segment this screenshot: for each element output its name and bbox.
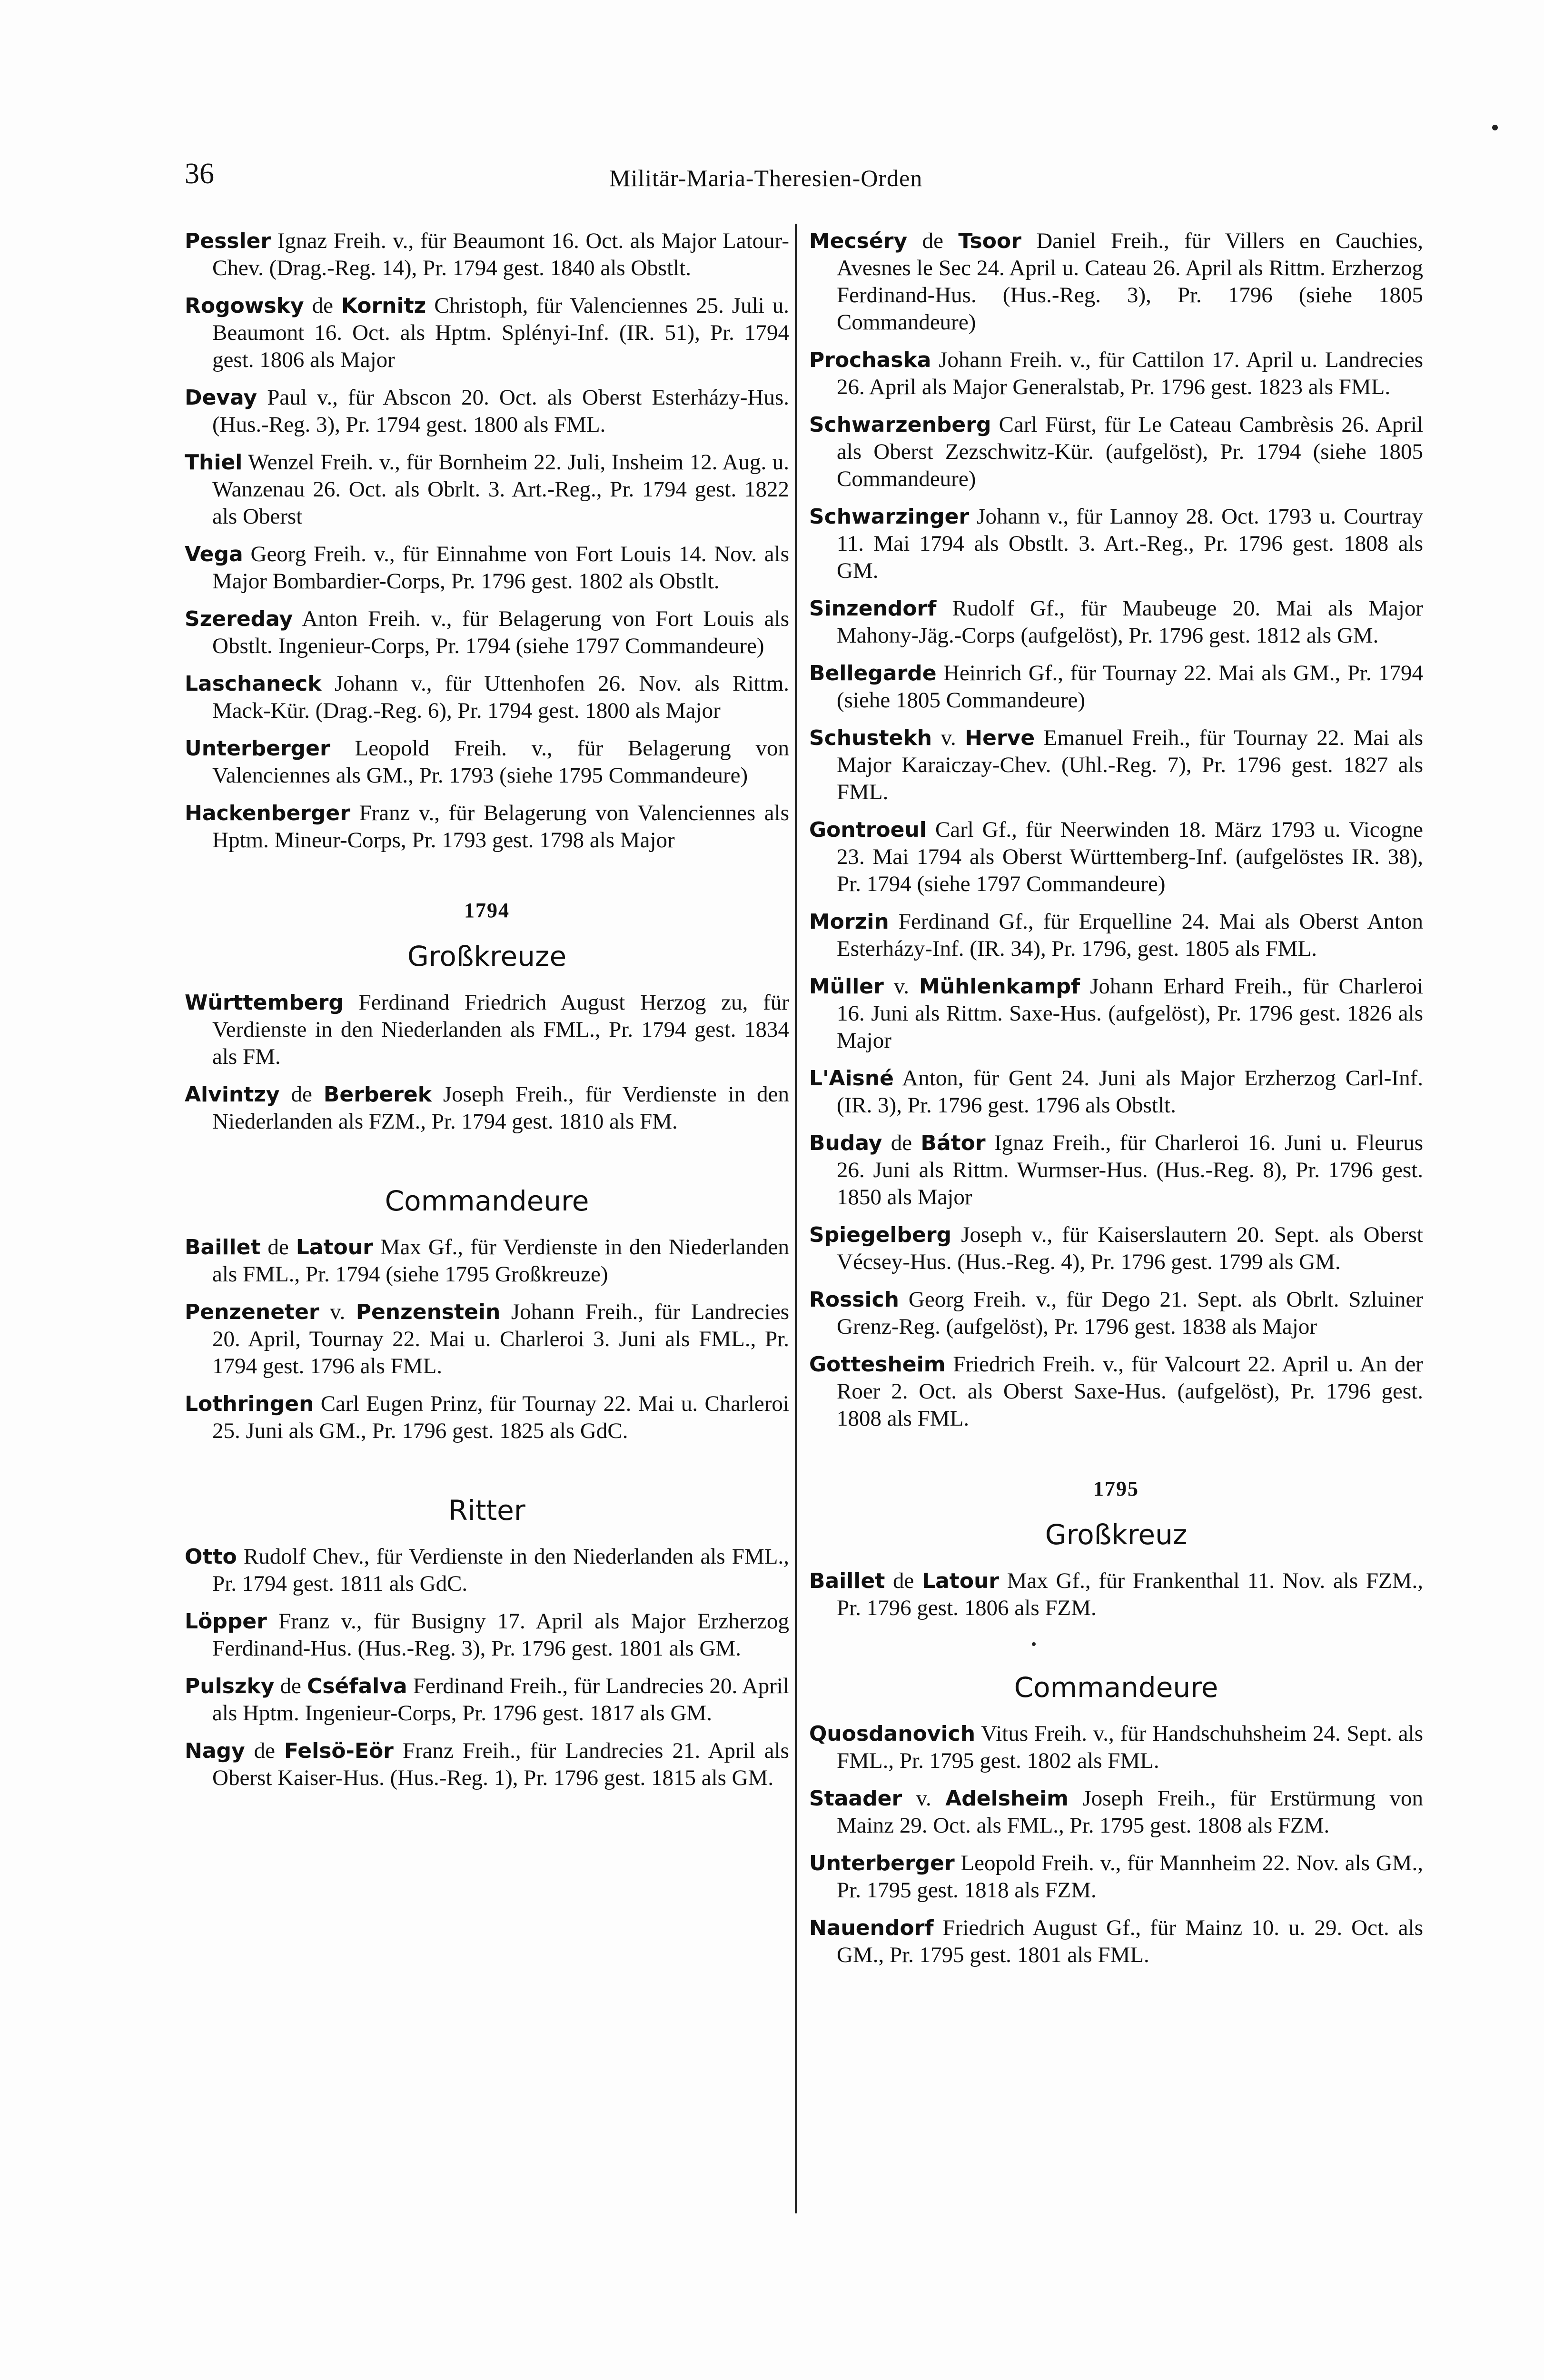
entry-surname: Nauendorf <box>809 1916 934 1940</box>
register-entry <box>185 384 789 438</box>
entry-surname: Müller <box>809 974 884 999</box>
entry-surname: Kornitz <box>341 294 426 318</box>
entry-text: Joseph Freih., für Erstürmung von Mainz 29. Oct. als FML., Pr. 1795 gest. 1808 als FZM. <box>837 1786 1424 1838</box>
entry-surname: Tsoor <box>958 229 1021 253</box>
register-entry <box>809 724 1423 806</box>
entry-text: Franz v., für Belagerung von Valenciennes als Hptm. Mineur-Corps, Pr. 1793 gest. 1798 als Major <box>212 801 789 853</box>
page-number: 36 <box>185 158 214 190</box>
register-entry <box>809 1221 1423 1276</box>
entry-surname: Sinzendorf <box>809 596 937 621</box>
register-entry <box>809 1567 1423 1622</box>
entry-surname: Bellegarde <box>809 661 937 685</box>
entry-surname: Unterberger <box>809 1851 955 1875</box>
entry-text: Wenzel Freih. v., für Bornheim 22. Juli, Insheim 12. Aug. u. Wanzenau 26. Oct. als Obrlt. 3. Art.-Reg., Pr. 1794 gest. 1822 als Oberst <box>212 450 789 529</box>
entry-surname: Berberek <box>323 1082 432 1107</box>
entry-text: Anton Freih. v., für Belagerung von Fort Louis als Obstlt. Ingenieur-Corps, Pr. 1794 (siehe 1797 Commandeure) <box>212 606 789 658</box>
entry-text: v. <box>902 1786 946 1811</box>
entry-surname: Quosdanovich <box>809 1722 976 1746</box>
entry-surname: Vega <box>185 542 243 566</box>
register-entry <box>185 1673 789 1727</box>
entry-surname: Latour <box>296 1235 373 1259</box>
entry-surname: Gontroeul <box>809 818 927 842</box>
entry-text: Paul v., für Abscon 20. Oct. als Oberst Esterházy-Hus. (Hus.-Reg. 3), Pr. 1794 gest. 1800 als FML. <box>212 385 789 437</box>
entry-text: Leopold Freih. v., für Mannheim 22. Nov. als GM., Pr. 1795 gest. 1818 als FZM. <box>837 1851 1423 1903</box>
register-entry <box>185 989 789 1071</box>
entry-text: Leopold Freih. v., für Belagerung von Valenciennes als GM., Pr. 1793 (siehe 1795 Commandeure) <box>212 736 789 788</box>
register-entry <box>185 800 789 854</box>
register-entry <box>809 816 1423 898</box>
entry-surname: Baillet <box>809 1569 885 1593</box>
entry-text: v. <box>932 725 965 750</box>
section-heading-ritter: Ritter <box>448 1494 525 1527</box>
entry-surname: Pulszky <box>185 1674 275 1698</box>
register-entry <box>185 1543 789 1597</box>
entry-surname: Morzin <box>809 910 889 934</box>
entry-text: Friedrich August Gf., für Mainz 10. u. 29. Oct. als GM., Pr. 1795 gest. 1801 als FML. <box>837 1915 1423 1967</box>
entry-text: Georg Freih. v., für Dego 21. Sept. als Obrlt. Szluiner Grenz-Reg. (aufgelöst), Pr. 1796 gest. 1838 als Major <box>837 1287 1423 1339</box>
register-entry <box>809 347 1423 401</box>
entry-list <box>185 1234 789 1445</box>
entry-surname: Adelsheim <box>945 1786 1069 1811</box>
entry-text: Johann Erhard Freih., für Charleroi 16. Juni als Rittm. Saxe-Hus. (aufgelöst), Pr. 1796 gest. 1826 als Major <box>837 974 1424 1053</box>
entry-text: v. <box>883 974 919 999</box>
register-entry <box>809 1850 1423 1904</box>
entry-text: Emanuel Freih., für Tournay 22. Mai als Major Karaiczay-Chev. (Uhl.-Reg. 7), Pr. 1796 gest. 1827 als FML. <box>837 725 1423 804</box>
entry-text: Johann v., für Uttenhofen 26. Nov. als Rittm. Mack-Kür. (Drag.-Reg. 6), Pr. 1794 gest. 1800 als Major <box>212 671 789 723</box>
entry-list <box>809 228 1423 1432</box>
register-entry <box>809 1351 1423 1432</box>
register-entry <box>809 1720 1423 1775</box>
register-entry <box>809 908 1423 962</box>
entry-surname: Devay <box>185 386 257 410</box>
entry-text: Johann Freih. v., für Cattilon 17. April u. Landrecies 26. April als Major Generalstab, Pr. 1796 gest. 1823 als FML. <box>837 347 1423 399</box>
entry-text: Friedrich Freih. v., für Valcourt 22. April u. An der Roer 2. Oct. als Oberst Saxe-Hus. (aufgelöst), Pr. 1796 gest. 1808 als FML. <box>837 1352 1423 1431</box>
register-entry <box>809 973 1423 1054</box>
entry-surname: Hackenberger <box>185 801 350 825</box>
register-entry <box>185 292 789 374</box>
entry-text: v. <box>319 1299 356 1324</box>
entry-text: Rudolf Gf., für Maubeuge 20. Mai als Major Mahony-Jäg.-Corps (aufgelöst), Pr. 1796 gest. 1812 als GM. <box>837 596 1423 648</box>
register-entry <box>809 503 1423 585</box>
entry-text: Max Gf., für Frankenthal 11. Nov. als FZM., Pr. 1796 gest. 1806 als FZM. <box>837 1568 1423 1620</box>
section-heading-grosskreuz: Großkreuz <box>1045 1518 1188 1551</box>
entry-surname: Staader <box>809 1786 902 1811</box>
entry-surname: Alvintzy <box>185 1082 280 1107</box>
entry-surname: Rogowsky <box>185 294 304 318</box>
entry-surname: Otto <box>185 1545 237 1569</box>
entry-surname: Nagy <box>185 1739 245 1763</box>
entry-text: de <box>907 228 959 253</box>
register-entry <box>185 1299 789 1380</box>
entry-text: de <box>885 1568 922 1593</box>
section-heading-grosskreuze: Großkreuze <box>407 940 567 972</box>
entry-text: Ferdinand Friedrich August Herzog zu, für Verdienste in den Niederlanden als FML., Pr. 1794 gest. 1834 als FM. <box>212 990 789 1069</box>
entry-surname: Gottesheim <box>809 1352 946 1377</box>
entry-surname: Baillet <box>185 1235 261 1259</box>
entry-surname: Schwarzinger <box>809 505 970 529</box>
register-entry <box>185 541 789 595</box>
entry-text: Ferdinand Freih., für Landrecies 20. April als Hptm. Ingenieur-Corps, Pr. 1796 gest. 1817 als GM. <box>212 1674 789 1726</box>
entry-text: Christoph, für Valenciennes 25. Juli u. Beaumont 16. Oct. als Hptm. Splényi-Inf. (IR. 51), Pr. 1794 gest. 1806 als Major <box>212 293 789 372</box>
entry-text: de <box>274 1674 307 1698</box>
entry-surname: Herve <box>965 726 1035 750</box>
entry-list <box>809 1567 1423 1622</box>
entry-text: de <box>279 1082 324 1107</box>
entry-text: Georg Freih. v., für Einnahme von Fort Louis 14. Nov. als Major Bombardier-Corps, Pr. 1796 gest. 1802 als Obstlt. <box>212 542 789 594</box>
register-entry <box>185 1234 789 1288</box>
entry-text: Franz v., für Busigny 17. April als Major Erzherzog Ferdinand-Hus. (Hus.-Reg. 3), Pr. 1796 gest. 1801 als GM. <box>212 1609 789 1661</box>
register-entry <box>185 449 789 530</box>
entry-surname: Buday <box>809 1131 882 1155</box>
register-entry <box>809 1785 1423 1839</box>
register-entry <box>185 1608 789 1662</box>
entry-text: Carl Eugen Prinz, für Tournay 22. Mai u. Charleroi 25. Juni als GM., Pr. 1796 gest. 1825 als GdC. <box>212 1391 789 1443</box>
entry-surname: Mecséry <box>809 229 908 253</box>
year-heading-1795: 1795 <box>1093 1477 1139 1500</box>
entry-text: Max Gf., für Verdienste in den Niederlanden als FML., Pr. 1794 (siehe 1795 Großkreuze) <box>212 1235 789 1287</box>
register-entry <box>809 411 1423 493</box>
entry-surname: Penzenstein <box>356 1300 501 1324</box>
register-entry <box>185 1081 789 1135</box>
entry-text: de <box>882 1130 921 1155</box>
entry-surname: Thiel <box>185 450 243 475</box>
entry-text: Johann Freih., für Landrecies 20. April, Tournay 22. Mai u. Charleroi 3. Juni als FML., Pr. 1794 gest. 1796 als FML. <box>212 1299 789 1378</box>
entry-surname: Schwarzenberg <box>809 413 991 437</box>
entry-list <box>185 989 789 1135</box>
entry-text: de <box>260 1235 296 1259</box>
entry-surname: Unterberger <box>185 736 330 761</box>
entry-surname: L'Aisné <box>809 1066 894 1091</box>
entry-surname: Lothringen <box>185 1392 314 1416</box>
register-entry <box>809 1286 1423 1340</box>
entry-text: Carl Fürst, für Le Cateau Cambrèsis 26. April als Oberst Zezschwitz-Kür. (aufgelöst), Pr. 1794 (siehe 1805 Commandeure) <box>837 412 1423 491</box>
column-divider <box>795 224 797 2213</box>
entry-surname: Löpper <box>185 1609 267 1634</box>
right-column <box>809 228 1423 1979</box>
entry-surname: Rossich <box>809 1288 899 1312</box>
entry-text: Vitus Freih. v., für Handschuhsheim 24. Sept. als FML., Pr. 1795 gest. 1802 als FML. <box>837 1721 1423 1773</box>
entry-text: Ignaz Freih., für Charleroi 16. Juni u. Fleurus 26. Juni als Rittm. Wurmser-Hus. (Hus.-Reg. 8), Pr. 1796 gest. 1850 als Major <box>837 1130 1423 1210</box>
register-entry <box>185 670 789 724</box>
register-entry <box>185 605 789 660</box>
print-speck <box>1492 125 1498 130</box>
section-heading-commandeure: Commandeure <box>385 1185 589 1217</box>
register-entry <box>809 1130 1423 1211</box>
entry-surname: Württemberg <box>185 991 344 1015</box>
register-entry <box>809 1065 1423 1119</box>
entry-text: Carl Gf., für Neerwinden 18. März 1793 u. Vicogne 23. Mai 1794 als Oberst Württemberg-Inf. (aufgelöstes IR. 38), Pr. 1794 (siehe 1797 Commandeure) <box>837 817 1423 896</box>
year-heading-1794: 1794 <box>464 899 510 922</box>
entry-surname: Felsö-Eör <box>284 1739 394 1763</box>
entry-text: Johann v., für Lannoy 28. Oct. 1793 u. Courtray 11. Mai 1794 als Obstlt. 3. Art.-Reg., Pr. 1796 gest. 1808 als GM. <box>837 504 1423 583</box>
register-entry <box>185 1390 789 1445</box>
entry-surname: Bátor <box>920 1131 986 1155</box>
entry-list <box>185 1543 789 1792</box>
entry-list <box>185 228 789 854</box>
entry-surname: Laschaneck <box>185 672 322 696</box>
register-entry <box>809 660 1423 714</box>
entry-surname: Spiegelberg <box>809 1223 952 1247</box>
register-entry <box>809 595 1423 649</box>
entry-text: Ferdinand Gf., für Erquelline 24. Mai als Oberst Anton Esterházy-Inf. (IR. 34), Pr. 1796, gest. 1805 als FML. <box>837 909 1423 961</box>
register-entry <box>809 228 1423 336</box>
entry-surname: Pessler <box>185 229 271 253</box>
entry-surname: Mühlenkampf <box>919 974 1080 999</box>
print-speck <box>1032 1642 1036 1646</box>
entry-text: Heinrich Gf., für Tournay 22. Mai als GM., Pr. 1794 (siehe 1805 Commandeure) <box>837 661 1423 713</box>
entry-text: Joseph Freih., für Verdienste in den Niederlanden als FZM., Pr. 1794 gest. 1810 als FM. <box>212 1082 789 1134</box>
entry-surname: Prochaska <box>809 348 931 372</box>
entry-text: Franz Freih., für Landrecies 21. April als Oberst Kaiser-Hus. (Hus.-Reg. 1), Pr. 1796 gest. 1815 als GM. <box>212 1738 789 1790</box>
entry-text: Daniel Freih., für Villers en Cauchies, Avesnes le Sec 24. April u. Cateau 26. April als Rittm. Erzherzog Ferdinand-Hus. (Hus.-Reg. 3), Pr. 1796 (siehe 1805 Commandeure) <box>837 228 1423 335</box>
entry-text: Ignaz Freih. v., für Beaumont 16. Oct. als Major Latour-Chev. (Drag.-Reg. 14), Pr. 1794 gest. 1840 als Obstlt. <box>212 228 789 280</box>
entry-text: Anton, für Gent 24. Juni als Major Erzherzog Carl-Inf. (IR. 3), Pr. 1796 gest. 1796 als Obstlt. <box>837 1066 1423 1118</box>
register-entry <box>185 735 789 789</box>
entry-surname: Schustekh <box>809 726 932 750</box>
register-entry <box>809 1914 1423 1969</box>
left-column <box>185 228 789 1802</box>
entry-surname: Latour <box>922 1569 1000 1593</box>
register-entry <box>185 228 789 282</box>
running-head: Militär-Maria-Theresien-Orden <box>609 165 923 191</box>
register-entry <box>185 1737 789 1792</box>
entry-text: Joseph v., für Kaiserslautern 20. Sept. als Oberst Vécsey-Hus. (Hus.-Reg. 4), Pr. 1796 gest. 1799 als GM. <box>837 1222 1423 1274</box>
entry-surname: Penzeneter <box>185 1300 319 1324</box>
entry-surname: Cséfalva <box>307 1674 407 1698</box>
entry-surname: Szereday <box>185 607 293 631</box>
entry-text: Rudolf Chev., für Verdienste in den Niederlanden als FML., Pr. 1794 gest. 1811 als GdC. <box>212 1544 789 1596</box>
entry-text: de <box>245 1738 285 1763</box>
section-heading-commandeure-1795: Commandeure <box>1014 1671 1218 1704</box>
entry-text: de <box>304 293 341 318</box>
entry-list <box>809 1720 1423 1969</box>
